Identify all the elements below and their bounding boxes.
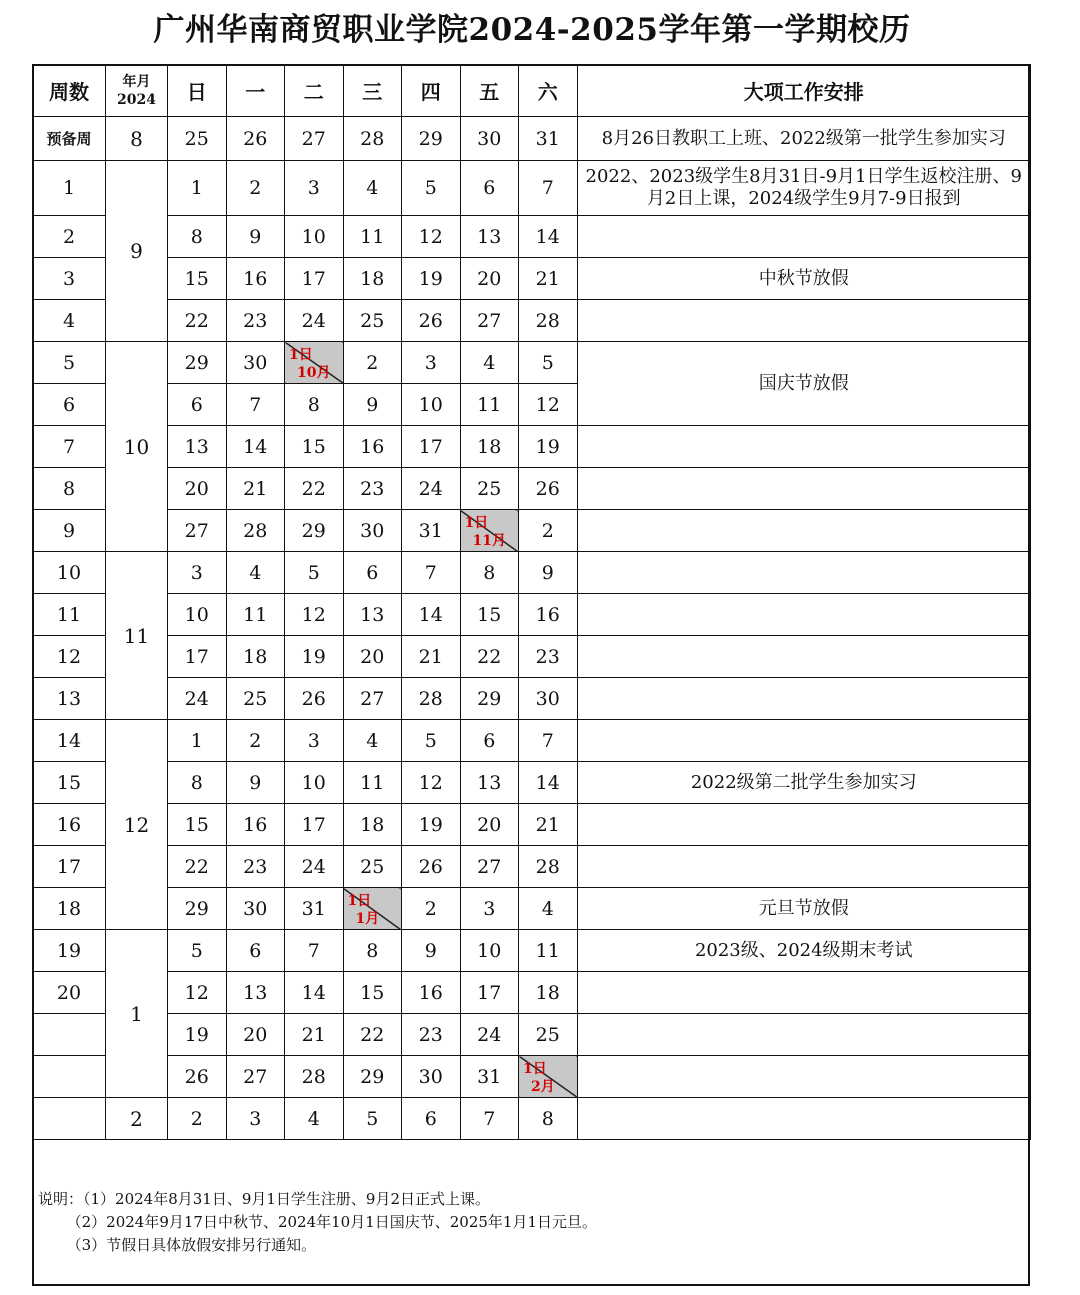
day-cell: 3 (285, 720, 344, 762)
day-cell: 23 (402, 1014, 461, 1056)
day-cell: 24 (285, 300, 344, 342)
week-row (33, 678, 1031, 720)
day-cell: 25 (168, 117, 227, 161)
week-number: 15 (33, 762, 106, 804)
week-row (33, 972, 1031, 1014)
day-cell: 8 (460, 552, 519, 594)
day-cell: 30 (460, 117, 519, 161)
notes (38, 1188, 597, 1257)
day-cell: 19 (285, 636, 344, 678)
day-cell: 13 (460, 216, 519, 258)
day-cell: 27 (168, 510, 227, 552)
header-day-tue: 二 (285, 65, 344, 117)
header-day-sun: 日 (168, 65, 227, 117)
week-row (33, 426, 1031, 468)
work-arrangement (577, 426, 1031, 468)
day-cell: 18 (226, 636, 285, 678)
day-cell: 4 (460, 342, 519, 384)
week-number: 19 (33, 930, 106, 972)
header-day-fri: 五 (460, 65, 519, 117)
day-cell: 5 (343, 1098, 402, 1140)
week-number: 3 (33, 258, 106, 300)
day-cell: 9 (519, 552, 578, 594)
day-cell: 4 (226, 552, 285, 594)
day-cell: 30 (226, 342, 285, 384)
day-cell: 7 (519, 720, 578, 762)
week-number: 4 (33, 300, 106, 342)
day-cell: 7 (402, 552, 461, 594)
week-row (33, 552, 1031, 594)
work-arrangement (577, 510, 1031, 552)
work-arrangement (577, 636, 1031, 678)
work-arrangement (577, 1056, 1031, 1098)
day-cell: 23 (343, 468, 402, 510)
day-cell: 27 (343, 678, 402, 720)
header-week: 周数 (33, 65, 106, 117)
work-arrangement (577, 678, 1031, 720)
day-cell: 28 (402, 678, 461, 720)
week-row (33, 468, 1031, 510)
work-arrangement (577, 720, 1031, 762)
day-cell: 7 (285, 930, 344, 972)
day-cell: 3 (168, 552, 227, 594)
day-cell: 6 (402, 1098, 461, 1140)
work-arrangement (577, 846, 1031, 888)
calendar-table (32, 64, 1031, 1140)
header-day-mon: 一 (226, 65, 285, 117)
day-cell: 30 (519, 678, 578, 720)
work-arrangement (577, 972, 1031, 1014)
day-cell: 19 (168, 1014, 227, 1056)
header-month-year: 2024 (117, 91, 156, 108)
week-number: 8 (33, 468, 106, 510)
day-cell: 6 (168, 384, 227, 426)
month-cell: 10 (106, 342, 168, 552)
day-cell: 4 (285, 1098, 344, 1140)
day-cell: 10 (460, 930, 519, 972)
day-cell: 28 (519, 300, 578, 342)
week-row (33, 1056, 1031, 1098)
day-cell: 14 (226, 426, 285, 468)
day-cell: 12 (519, 384, 578, 426)
header-work: 大项工作安排 (577, 65, 1031, 117)
day-cell: 6 (460, 161, 519, 216)
day-cell: 7 (519, 161, 578, 216)
week-row (33, 1098, 1031, 1140)
month-cell: 12 (106, 720, 168, 930)
day-cell: 26 (519, 468, 578, 510)
day-cell: 25 (460, 468, 519, 510)
day-cell: 20 (460, 258, 519, 300)
day-cell: 18 (343, 804, 402, 846)
day-cell: 21 (226, 468, 285, 510)
day-cell: 2 (519, 510, 578, 552)
header-month (106, 65, 168, 117)
day-cell: 23 (226, 846, 285, 888)
day-cell: 31 (402, 510, 461, 552)
day-cell: 28 (226, 510, 285, 552)
month-start-cell (285, 342, 344, 384)
day-cell: 2 (226, 720, 285, 762)
day-cell: 28 (343, 117, 402, 161)
week-number: 12 (33, 636, 106, 678)
work-arrangement (577, 552, 1031, 594)
day-cell: 15 (285, 426, 344, 468)
day-cell: 10 (402, 384, 461, 426)
day-cell: 2 (226, 161, 285, 216)
day-cell: 5 (285, 552, 344, 594)
week-number: 18 (33, 888, 106, 930)
day-cell: 4 (343, 161, 402, 216)
month-start-month: 10月 (297, 365, 331, 381)
day-cell: 26 (226, 117, 285, 161)
day-cell: 11 (460, 384, 519, 426)
day-cell: 19 (519, 426, 578, 468)
header-row (33, 65, 1031, 117)
day-cell: 6 (460, 720, 519, 762)
week-row (33, 342, 1031, 384)
day-cell: 12 (402, 216, 461, 258)
day-cell: 30 (402, 1056, 461, 1098)
day-cell: 10 (285, 216, 344, 258)
month-start-day: 1日 (523, 1061, 547, 1077)
day-cell: 3 (285, 161, 344, 216)
day-cell: 5 (519, 342, 578, 384)
day-cell: 14 (285, 972, 344, 1014)
day-cell: 2 (168, 1098, 227, 1140)
day-cell: 9 (226, 762, 285, 804)
work-arrangement: 2022级第二批学生参加实习 (577, 762, 1031, 804)
day-cell: 16 (226, 258, 285, 300)
month-start-month: 1月 (355, 911, 380, 927)
work-arrangement: 元旦节放假 (577, 888, 1031, 930)
day-cell: 20 (168, 468, 227, 510)
day-cell: 23 (226, 300, 285, 342)
week-row (33, 510, 1031, 552)
week-row (33, 636, 1031, 678)
header-day-wed: 三 (343, 65, 402, 117)
day-cell: 17 (168, 636, 227, 678)
day-cell: 16 (519, 594, 578, 636)
week-row (33, 846, 1031, 888)
month-start-cell (460, 510, 519, 552)
week-number: 7 (33, 426, 106, 468)
day-cell: 1 (168, 720, 227, 762)
day-cell: 31 (460, 1056, 519, 1098)
day-cell: 13 (168, 426, 227, 468)
day-cell: 6 (226, 930, 285, 972)
day-cell: 18 (519, 972, 578, 1014)
day-cell: 13 (343, 594, 402, 636)
week-number: 1 (33, 161, 106, 216)
month-cell: 9 (106, 161, 168, 342)
day-cell: 9 (402, 930, 461, 972)
day-cell: 26 (402, 846, 461, 888)
day-cell: 4 (343, 720, 402, 762)
day-cell: 28 (285, 1056, 344, 1098)
week-number: 9 (33, 510, 106, 552)
work-arrangement (577, 1098, 1031, 1140)
day-cell: 14 (519, 762, 578, 804)
note-line: 说明：（1）2024年8月31日、9月1日学生注册、9月2日正式上课。 (38, 1190, 491, 1208)
day-cell: 1 (168, 161, 227, 216)
month-start-day: 1日 (289, 347, 313, 363)
day-cell: 25 (226, 678, 285, 720)
day-cell: 29 (285, 510, 344, 552)
week-row (33, 117, 1031, 161)
note-line: （2）2024年9月17日中秋节、2024年10月1日国庆节、2025年1月1日元旦。 (38, 1213, 598, 1231)
work-arrangement (577, 804, 1031, 846)
day-cell: 5 (402, 720, 461, 762)
day-cell: 9 (343, 384, 402, 426)
day-cell: 17 (285, 258, 344, 300)
day-cell: 22 (285, 468, 344, 510)
day-cell: 17 (402, 426, 461, 468)
day-cell: 8 (285, 384, 344, 426)
day-cell: 3 (226, 1098, 285, 1140)
day-cell: 31 (519, 117, 578, 161)
day-cell: 10 (168, 594, 227, 636)
day-cell: 6 (343, 552, 402, 594)
day-cell: 14 (402, 594, 461, 636)
day-cell: 10 (285, 762, 344, 804)
day-cell: 12 (285, 594, 344, 636)
week-number (33, 1056, 106, 1098)
month-start-day: 1日 (464, 515, 489, 531)
day-cell: 15 (460, 594, 519, 636)
week-row (33, 762, 1031, 804)
day-cell: 16 (343, 426, 402, 468)
day-cell: 20 (343, 636, 402, 678)
day-cell: 15 (168, 258, 227, 300)
week-number (33, 1014, 106, 1056)
day-cell: 30 (226, 888, 285, 930)
day-cell: 17 (285, 804, 344, 846)
day-cell: 27 (285, 117, 344, 161)
day-cell: 8 (168, 216, 227, 258)
note-line: （3）节假日具体放假安排另行通知。 (38, 1236, 317, 1254)
week-number: 5 (33, 342, 106, 384)
day-cell: 5 (168, 930, 227, 972)
day-cell: 22 (168, 846, 227, 888)
week-number: 20 (33, 972, 106, 1014)
week-number: 10 (33, 552, 106, 594)
day-cell: 11 (343, 762, 402, 804)
day-cell: 8 (343, 930, 402, 972)
day-cell: 12 (402, 762, 461, 804)
day-cell: 19 (402, 804, 461, 846)
day-cell: 20 (226, 1014, 285, 1056)
month-cell: 1 (106, 930, 168, 1098)
day-cell: 21 (519, 804, 578, 846)
day-cell: 30 (343, 510, 402, 552)
day-cell: 21 (402, 636, 461, 678)
month-start-cell (343, 888, 402, 930)
month-cell: 2 (106, 1098, 168, 1140)
header-day-sat: 六 (519, 65, 578, 117)
work-arrangement (577, 594, 1031, 636)
header-day-thu: 四 (402, 65, 461, 117)
week-row (33, 594, 1031, 636)
week-row (33, 804, 1031, 846)
day-cell: 18 (343, 258, 402, 300)
page-title: 广州华南商贸职业学院2024-2025学年第一学期校历 (153, 12, 911, 48)
day-cell: 29 (460, 678, 519, 720)
day-cell: 14 (519, 216, 578, 258)
day-cell: 17 (460, 972, 519, 1014)
day-cell: 7 (460, 1098, 519, 1140)
work-arrangement (577, 468, 1031, 510)
week-row (33, 720, 1031, 762)
day-cell: 22 (168, 300, 227, 342)
day-cell: 26 (168, 1056, 227, 1098)
week-number: 11 (33, 594, 106, 636)
work-arrangement: 中秋节放假 (577, 258, 1031, 300)
day-cell: 8 (168, 762, 227, 804)
day-cell: 16 (226, 804, 285, 846)
week-number: 2 (33, 216, 106, 258)
day-cell: 27 (460, 846, 519, 888)
day-cell: 3 (402, 342, 461, 384)
day-cell: 22 (343, 1014, 402, 1056)
day-cell: 7 (226, 384, 285, 426)
week-number: 预备周 (33, 117, 106, 161)
day-cell: 29 (168, 888, 227, 930)
day-cell: 25 (343, 846, 402, 888)
week-row (33, 1014, 1031, 1056)
work-arrangement: 8月26日教职工上班、2022级第一批学生参加实习 (577, 117, 1031, 161)
week-number: 14 (33, 720, 106, 762)
day-cell: 29 (343, 1056, 402, 1098)
week-number: 13 (33, 678, 106, 720)
week-number: 17 (33, 846, 106, 888)
day-cell: 24 (168, 678, 227, 720)
day-cell: 31 (285, 888, 344, 930)
day-cell: 25 (519, 1014, 578, 1056)
day-cell: 16 (402, 972, 461, 1014)
week-number: 6 (33, 384, 106, 426)
week-row (33, 161, 1031, 216)
day-cell: 24 (285, 846, 344, 888)
day-cell: 24 (402, 468, 461, 510)
day-cell: 15 (168, 804, 227, 846)
day-cell: 11 (519, 930, 578, 972)
day-cell: 29 (168, 342, 227, 384)
month-start-cell (519, 1056, 578, 1098)
week-row (33, 258, 1031, 300)
day-cell: 22 (460, 636, 519, 678)
month-cell: 8 (106, 117, 168, 161)
month-start-day: 1日 (347, 893, 372, 909)
week-row (33, 930, 1031, 972)
header-month-label: 年月 (122, 73, 151, 90)
week-number (33, 1098, 106, 1140)
day-cell: 13 (460, 762, 519, 804)
week-number: 16 (33, 804, 106, 846)
day-cell: 25 (343, 300, 402, 342)
work-arrangement: 2022、2023级学生8月31日-9月1日学生返校注册、9月2日上课，2024级学生9月7-9日报到 (577, 161, 1031, 216)
month-cell: 11 (106, 552, 168, 720)
month-start-month: 2月 (531, 1079, 555, 1095)
day-cell: 2 (402, 888, 461, 930)
work-arrangement: 2023级、2024级期末考试 (577, 930, 1031, 972)
day-cell: 26 (285, 678, 344, 720)
day-cell: 15 (343, 972, 402, 1014)
week-row (33, 888, 1031, 930)
day-cell: 11 (226, 594, 285, 636)
work-arrangement: 国庆节放假 (577, 342, 1031, 426)
day-cell: 26 (402, 300, 461, 342)
day-cell: 21 (519, 258, 578, 300)
day-cell: 5 (402, 161, 461, 216)
day-cell: 27 (226, 1056, 285, 1098)
day-cell: 29 (402, 117, 461, 161)
day-cell: 19 (402, 258, 461, 300)
work-arrangement (577, 1014, 1031, 1056)
day-cell: 2 (343, 342, 402, 384)
day-cell: 24 (460, 1014, 519, 1056)
day-cell: 27 (460, 300, 519, 342)
week-row (33, 216, 1031, 258)
week-row (33, 300, 1031, 342)
day-cell: 23 (519, 636, 578, 678)
month-start-month: 11月 (472, 533, 506, 549)
day-cell: 9 (226, 216, 285, 258)
day-cell: 12 (168, 972, 227, 1014)
day-cell: 28 (519, 846, 578, 888)
day-cell: 11 (343, 216, 402, 258)
day-cell: 18 (460, 426, 519, 468)
work-arrangement (577, 300, 1031, 342)
day-cell: 3 (460, 888, 519, 930)
day-cell: 21 (285, 1014, 344, 1056)
day-cell: 8 (519, 1098, 578, 1140)
day-cell: 13 (226, 972, 285, 1014)
work-arrangement (577, 216, 1031, 258)
day-cell: 20 (460, 804, 519, 846)
day-cell: 4 (519, 888, 578, 930)
